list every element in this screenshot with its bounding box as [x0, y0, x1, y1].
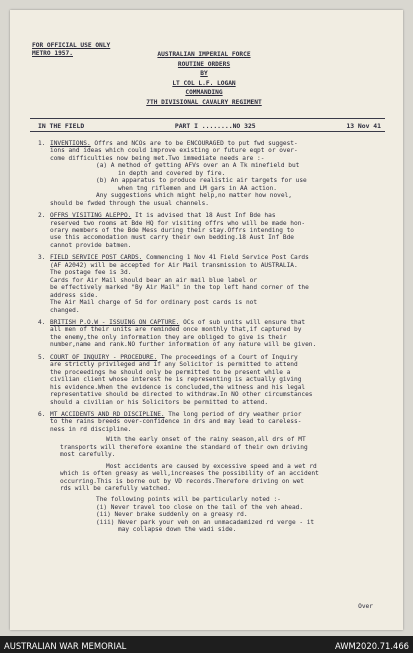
- item-number: 4.: [38, 318, 46, 326]
- item-line: his evidence.When the evidence is concluded,the witness and his legal: [50, 383, 306, 391]
- item-line: cannot provide batmen.: [50, 241, 132, 249]
- order-item: [38, 411, 385, 534]
- item-line: representative should be directed to withdraw.In NO other circumstances: [50, 391, 313, 399]
- order-item: [38, 319, 385, 349]
- classification-line: METRO 1957.: [32, 50, 73, 57]
- item-title: BRITISH P.O.W - ISSUING ON CAPTURE.: [50, 318, 180, 326]
- item-line: Cards for Air Mail should bear an air mail blue label or: [50, 276, 258, 284]
- classification-block: [32, 42, 110, 58]
- item-line: be effectively marked "By Air Mail" in the top left hand corner of the: [50, 284, 309, 292]
- over-note: Over: [358, 603, 373, 610]
- paragraph: [60, 463, 385, 493]
- paragraph: [60, 436, 385, 458]
- paragraph-line: occurring.This is borne out by VD records.Therefore driving on wet: [60, 477, 305, 485]
- paragraph-line: Most accidents are caused by excessive speed and a wet rd: [106, 462, 317, 470]
- item-line: use this accomodation must carry their own bedding.18 Aust Inf Bde: [50, 234, 295, 242]
- heading-line: LT COL L.F. LOGAN: [172, 79, 236, 87]
- bottom-rule: [30, 131, 385, 132]
- top-rule: [30, 118, 385, 119]
- item-text: [38, 140, 385, 207]
- item-line: orary members of the Bde Mess during their stay.Offrs intending to: [50, 226, 295, 234]
- numbered-point: (iii) Never park your veh on an unmacadamized rd verge - it: [96, 518, 315, 526]
- item-line: ions and ideas which could improve existing or future eqpt or over-: [50, 147, 298, 155]
- item-title: OFFRS VISITING ALEPPO.: [50, 212, 132, 220]
- item-line-text: The proceedings of a Court of Inquiry: [157, 353, 298, 361]
- item-title: FIELD SERVICE POST CARDS.: [50, 254, 143, 262]
- item-line-text: Offrs and NCOs are to be ENCOURAGED to put fwd suggest-: [90, 140, 298, 147]
- item-title: COURT OF INQUIRY - PROCEDURE.: [50, 353, 158, 361]
- location: IN THE FIELD: [38, 122, 85, 130]
- item-line: changed.: [50, 306, 80, 314]
- sub-point: (a) A method of getting AFVs over an A Tk minefield but: [96, 162, 300, 170]
- item-line: Any suggestions which might help,no matter how novel,: [96, 192, 292, 200]
- accession-number: AWM2020.71.466: [334, 641, 409, 651]
- item-number: 2.: [38, 212, 46, 220]
- numbered-point: (i) Never travel too close on the tail of the veh ahead.: [96, 503, 304, 511]
- item-text: [38, 319, 385, 349]
- item-line: number,name and rank.NO further information of any nature will be given.: [50, 341, 317, 349]
- heading-block: [144, 50, 264, 107]
- paragraph-line: With the early onset of the rainy season,all drs of MT: [106, 436, 306, 444]
- archive-footer: [0, 636, 413, 653]
- item-line: all men of their units are reminded once monthly that,if captured by: [50, 326, 302, 334]
- part-number: PART I ........NO 325: [174, 122, 256, 130]
- item-line: [50, 319, 385, 326]
- item-line: are strictly privileged and if any Solicitor is permitted to attend: [50, 361, 298, 369]
- item-line-text: It is advised that 18 Aust Inf Bde has: [131, 212, 276, 220]
- paragraph-line: transports will therefore examine the standard of their own driving: [60, 443, 308, 451]
- sub-point: when tng riflemen and LM gars in AA action.: [118, 184, 277, 192]
- item-line: The Air Mail charge of 5d for ordinary post cards is not: [50, 299, 258, 307]
- points-intro: The following points will be particularly noted :-: [96, 496, 281, 504]
- classification-line: FOR OFFICIAL USE ONLY: [32, 42, 111, 49]
- item-text: [38, 354, 385, 406]
- numbered-point: may collapse down the wadi side.: [118, 526, 237, 534]
- item-text: [38, 212, 385, 249]
- item-number: 1.: [38, 140, 46, 147]
- item-line: civilian client whose interest he is representing is actually giving: [50, 376, 302, 384]
- paragraph-line: rds will be carefully watched.: [60, 485, 171, 493]
- order-item: [38, 140, 385, 207]
- item-line: should a civilian or his Solicitors be permitted to attend.: [50, 398, 269, 406]
- order-info-row: [38, 122, 381, 130]
- item-title: INVENTIONS.: [50, 140, 91, 147]
- item-text: [38, 254, 385, 314]
- archive-name: AUSTRALIAN WAR MEMORIAL: [4, 641, 127, 651]
- item-line: come difficulties now being met.Two immediate needs are :-: [50, 154, 265, 162]
- item-line: [50, 354, 385, 361]
- order-item: [38, 212, 385, 249]
- item-line: the enemy,the only information they are obliged to give is their: [50, 333, 287, 341]
- heading-line: 7TH DIVISIONAL CAVALRY REGIMENT: [146, 98, 262, 106]
- item-line: [50, 140, 385, 147]
- item-line-text: OCs of sub units will ensure that: [179, 318, 306, 326]
- sub-point: (b) An apparatus to produce realistic air targets for use: [96, 177, 307, 185]
- item-line: The postage fee is 3d.: [50, 269, 132, 277]
- item-line: [50, 212, 385, 219]
- item-line: should be fwded through the usual channels.: [50, 199, 209, 207]
- item-number: 5.: [38, 353, 46, 361]
- heading-line: COMMANDING: [185, 89, 223, 96]
- sub-point: in depth and covered by fire.: [118, 169, 226, 177]
- item-line: [50, 254, 385, 261]
- item-number: 6.: [38, 410, 46, 418]
- item-line: address side.: [50, 291, 99, 299]
- orders-body: [38, 140, 385, 539]
- item-line-text: Commencing 1 Nov 41 Field Service Post Cards: [142, 254, 309, 262]
- item-line-text: The long period of dry weather prior: [164, 410, 302, 418]
- heading-line: BY: [200, 70, 208, 77]
- order-item: [38, 254, 385, 314]
- item-line: the proceedings he should only be permitted to be present while a: [50, 368, 291, 376]
- order-date: 13 Nov 41: [346, 122, 381, 130]
- item-number: 3.: [38, 254, 46, 262]
- heading-line: AUSTRALIAN IMPERIAL FORCE: [157, 51, 251, 58]
- order-item: [38, 354, 385, 406]
- item-text: [38, 411, 385, 534]
- item-line: (AF A2042) will be accepted for Air Mail transmission to AUSTRALIA.: [50, 261, 298, 269]
- item-line: ness in rd discipline.: [50, 425, 132, 433]
- item-line: to the rains breeds over-confidence in drs and may lead to careless-: [50, 418, 302, 426]
- numbered-point: (ii) Never brake suddenly on a greasy rd.: [96, 511, 248, 519]
- paragraph-line: most carefully.: [60, 451, 116, 459]
- item-line: reserved two rooms at Bde HQ for visiting offrs who will be made hon-: [50, 219, 306, 227]
- paragraph-line: which is often greasy as well,increases the possibility of an accident: [60, 470, 319, 478]
- item-title: MT ACCIDENTS AND RD DISCIPLINE.: [50, 410, 165, 418]
- heading-line: ROUTINE ORDERS: [177, 60, 231, 68]
- item-line: [50, 411, 385, 418]
- document-page: [10, 10, 403, 630]
